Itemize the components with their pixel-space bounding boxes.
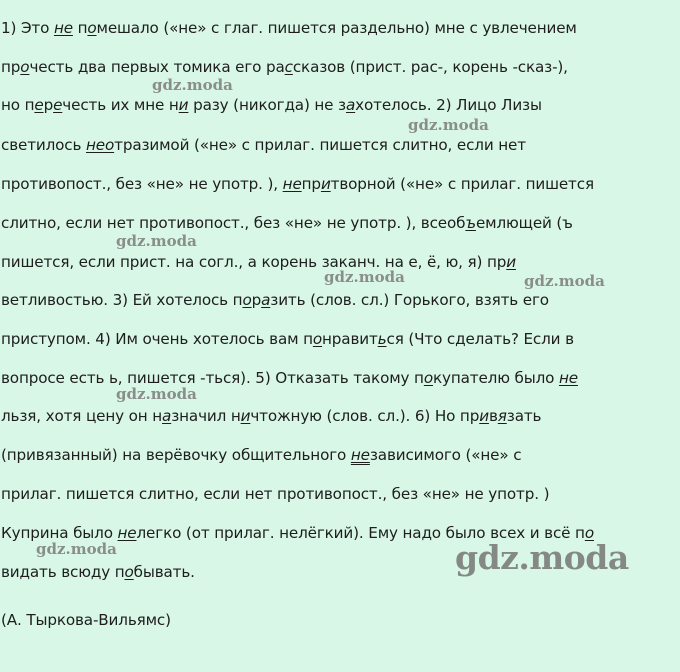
text-segment: чтожную (слов. сл.). 6) Но пр <box>250 407 480 425</box>
text-segment: зать <box>506 407 542 425</box>
text-segment: р <box>43 96 54 114</box>
highlighted-letter: а <box>261 291 271 309</box>
watermark-text: gdz.moda <box>455 538 629 577</box>
text-segment: пишется, если прист. на согл., а корень заканч. на е, ё, ю, я) пр <box>1 253 507 271</box>
text-line <box>1 369 578 387</box>
highlighted-letter: о <box>312 330 323 348</box>
text-segment: ся (Что сделать? Если в <box>386 330 574 348</box>
text-segment: (привязанный) на верёвочку общительного <box>1 446 351 464</box>
text-segment: разу (никогда) не з <box>188 96 346 114</box>
watermark-text: gdz.moda <box>152 76 233 94</box>
highlighted-letter: и <box>506 253 516 271</box>
text-segment: п <box>72 19 88 37</box>
text-segment: 1) Это <box>1 19 54 37</box>
watermark-text: gdz.moda <box>524 272 605 290</box>
highlighted-letter: о <box>423 369 433 387</box>
text-segment: хотелось. 2) Лицо Лизы <box>355 96 542 114</box>
highlighted-letter: о <box>20 58 30 76</box>
watermark-text: gdz.moda <box>324 268 405 286</box>
highlighted-letter: е <box>34 96 44 114</box>
text-line <box>1 291 549 309</box>
text-line <box>1 96 542 114</box>
text-segment: в <box>488 407 498 425</box>
highlighted-letter: не <box>117 524 137 542</box>
text-line <box>1 136 526 154</box>
text-segment: ветливостью. 3) Ей хотелось п <box>1 291 243 309</box>
highlighted-letter: о <box>124 563 134 581</box>
highlighted-letter: не <box>558 369 578 387</box>
watermark-text: gdz.moda <box>116 385 197 403</box>
text-segment: пр <box>301 175 321 193</box>
text-segment: купателю было <box>432 369 559 387</box>
highlighted-letter: е <box>53 96 63 114</box>
text-segment: значил н <box>171 407 241 425</box>
text-line <box>1 611 171 629</box>
text-segment: бывать. <box>133 563 195 581</box>
text-line <box>1 175 594 193</box>
text-segment: приступом. 4) Им очень хотелось вам п <box>1 330 313 348</box>
text-segment: сказов (прист. рас-, корень -сказ-), <box>292 58 568 76</box>
text-segment: видать всюду п <box>1 563 125 581</box>
text-segment: зависимого («не» с <box>369 446 522 464</box>
highlighted-letter: не <box>350 446 370 464</box>
text-segment: честь их мне н <box>62 96 179 114</box>
text-line <box>1 407 541 425</box>
text-segment: противопост., без «не» не употр. ), <box>1 175 283 193</box>
highlighted-letter: о <box>87 19 97 37</box>
text-segment: честь два первых томика его ра <box>29 58 285 76</box>
text-line <box>1 58 568 76</box>
highlighted-letter: ъ <box>465 214 476 232</box>
text-segment: светилось <box>1 136 86 154</box>
text-segment: льзя, хотя цену он н <box>1 407 163 425</box>
text-segment: пр <box>1 58 21 76</box>
text-segment: тразимой («не» с прилаг. пишется слитно, если нет <box>114 136 526 154</box>
highlighted-letter: а <box>345 96 356 114</box>
text-segment: мешало («не» с глаг. пишется раздельно) мне с увлечением <box>96 19 577 37</box>
text-segment: Куприна было <box>1 524 118 542</box>
highlighted-letter: нео <box>86 136 115 154</box>
text-segment: творной («не» с прилаг. пишется <box>330 175 594 193</box>
text-segment: емлющей (ъ <box>475 214 573 232</box>
highlighted-letter: о <box>584 524 594 542</box>
text-segment: но п <box>1 96 35 114</box>
text-segment: р <box>251 291 262 309</box>
highlighted-letter: с <box>284 58 293 76</box>
text-line <box>1 214 573 232</box>
watermark-text: gdz.moda <box>36 540 117 558</box>
text-line <box>1 330 574 348</box>
text-segment: слитно, если нет противопост., без «не» не употр. ), всеоб <box>1 214 466 232</box>
highlighted-letter: и <box>178 96 189 114</box>
text-line <box>1 563 195 581</box>
text-line <box>1 446 521 464</box>
highlighted-letter: а <box>162 407 172 425</box>
text-segment: прилаг. пишется слитно, если нет противопост., без «не» не употр. ) <box>1 485 550 503</box>
highlighted-letter: и <box>479 407 489 425</box>
highlighted-letter: я <box>497 407 507 425</box>
text-segment: вопросе есть ь, пишется -ться). 5) Отказать такому п <box>1 369 424 387</box>
highlighted-letter: не <box>53 19 73 37</box>
highlighted-letter: ь <box>377 330 387 348</box>
text-segment: легко (от прилаг. нелёгкий). Ему надо было всех и всё п <box>136 524 585 542</box>
text-line <box>1 253 516 271</box>
watermark-text: gdz.moda <box>408 116 489 134</box>
highlighted-letter: о <box>242 291 252 309</box>
text-line <box>1 19 577 37</box>
text-line <box>1 485 549 503</box>
text-segment: нравит <box>322 330 378 348</box>
text-segment: (А. Тыркова-Вильямс) <box>1 611 171 629</box>
highlighted-letter: и <box>240 407 251 425</box>
highlighted-letter: и <box>320 175 331 193</box>
watermark-text: gdz.moda <box>116 232 197 250</box>
highlighted-letter: не <box>282 175 302 193</box>
text-segment: зить (слов. сл.) Горького, взять его <box>270 291 549 309</box>
